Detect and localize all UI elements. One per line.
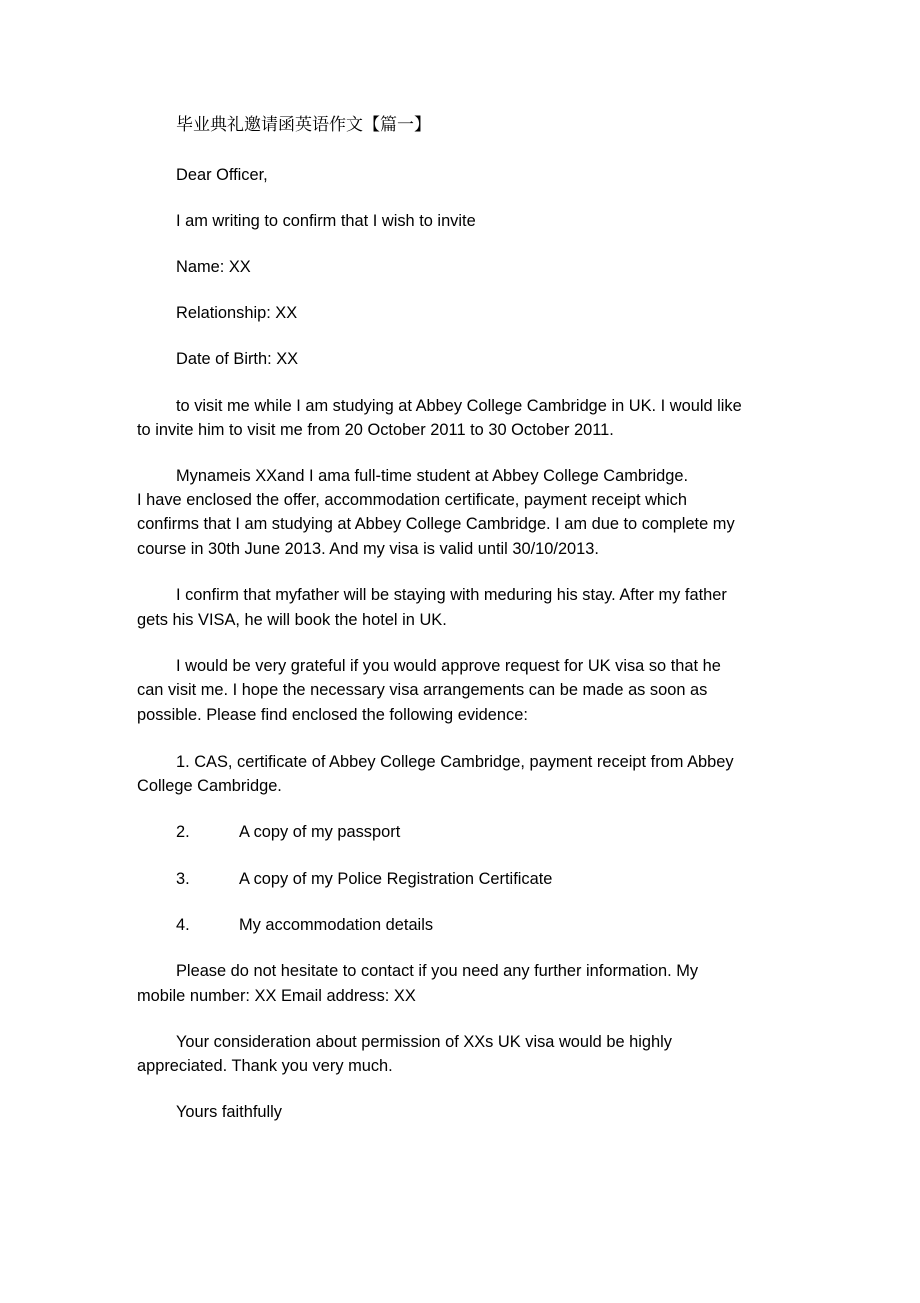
intro-line: I am writing to confirm that I wish to invite [176,212,476,230]
contact-paragraph-line-1: Please do not hesitate to contact if you need any further information. My [176,962,699,980]
student-paragraph-line-2: I have enclosed the offer, accommodation certificate, payment receipt which [137,491,687,509]
visit-paragraph-line-2: to invite him to visit me from 20 October 2011 to 30 October 2011. [137,421,614,439]
request-paragraph-line-3: possible. Please find enclosed the following evidence: [137,706,528,724]
contact-paragraph-line-2: mobile number: XX Email address: XX [137,987,416,1005]
relationship-line: Relationship: XX [176,304,298,322]
evidence-item-4-number: 4. [176,916,190,934]
request-paragraph-line-2: can visit me. I hope the necessary visa arrangements can be made as soon as [137,681,708,699]
evidence-item-3-number: 3. [176,870,190,888]
father-paragraph-line-1: I confirm that myfather will be staying with meduring his stay. After my father [176,586,727,604]
student-paragraph-line-1: Mynameis XXand I ama full-time student at Abbey College Cambridge. [176,467,689,485]
evidence-item-2-text: A copy of my passport [239,823,401,841]
father-paragraph-line-2: gets his VISA, he will book the hotel in UK. [137,611,447,629]
document-title: 毕业典礼邀请函英语作文【篇一】 [176,115,431,135]
visit-paragraph-line-1: to visit me while I am studying at Abbey College Cambridge in UK. I would like [176,397,742,415]
student-paragraph-line-3: confirms that I am studying at Abbey College Cambridge. I am due to complete my [137,515,735,533]
thanks-paragraph-line-2: appreciated. Thank you very much. [137,1057,393,1075]
closing: Yours faithfully [176,1103,282,1121]
request-paragraph-line-1: I would be very grateful if you would approve request for UK visa so that he [176,657,721,675]
evidence-item-1-line-2: College Cambridge. [137,777,282,795]
student-paragraph-line-4: course in 30th June 2013. And my visa is valid until 30/10/2013. [137,540,599,558]
thanks-paragraph-line-1: Your consideration about permission of XXs UK visa would be highly [176,1033,672,1051]
evidence-item-1-line-1: 1. CAS, certificate of Abbey College Cambridge, payment receipt from Abbey [176,753,734,771]
evidence-item-4-text: My accommodation details [239,916,434,934]
evidence-item-2-number: 2. [176,823,190,841]
name-line: Name: XX [176,258,251,276]
salutation: Dear Officer, [176,166,268,184]
dob-line: Date of Birth: XX [176,350,299,368]
evidence-item-3-text: A copy of my Police Registration Certificate [239,870,553,888]
